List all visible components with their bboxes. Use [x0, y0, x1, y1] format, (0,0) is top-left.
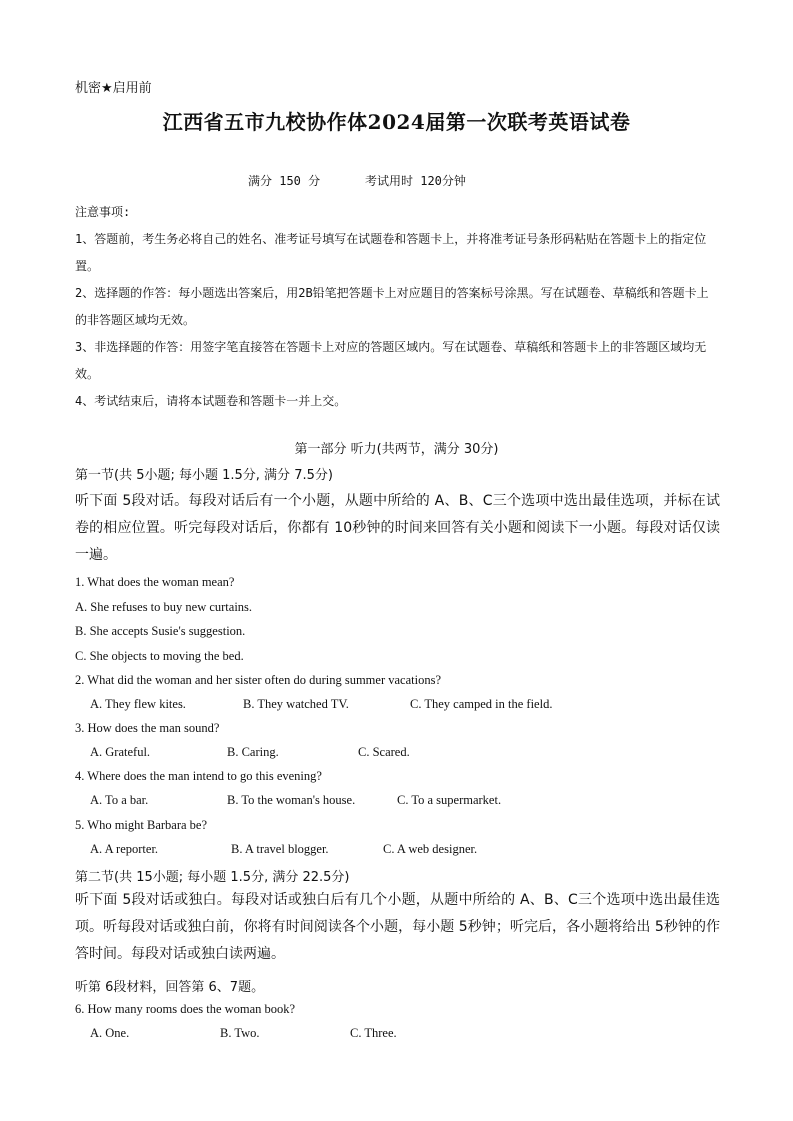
question-5-option-b: B. A travel blogger.: [231, 842, 329, 856]
question-6-option-b: B. Two.: [220, 1026, 260, 1040]
question-4-option-c: C. To a supermarket.: [397, 793, 502, 807]
exam-notes: [75, 199, 720, 415]
material-six-note: 听第 6段材料，回答第 6、7题。: [75, 980, 265, 995]
exam-title: 江西省五市九校协作体2024届第一次联考英语试卷: [162, 110, 631, 134]
question-4-option-a: A. To a bar.: [90, 793, 149, 807]
section-two-heading: 第二节(共 15小题; 每小题 1.5分, 满分 22.5分): [75, 870, 350, 885]
question-5: 5. Who might Barbara be?: [75, 818, 208, 832]
notes-heading: 注意事项:: [75, 205, 131, 219]
question-2: 2. What did the woman and her sister often do during summer vacations?: [75, 673, 441, 687]
section-one-instructions: 听下面 5段对话。每段对话后有一个小题，从题中所给的 A、B、C三个选项中选出最佳选项，并标在试卷的相应位置。听完每段对话后，你都有 10秒钟的时间来回答有关小题和阅读下一小题。每段对话仅读一遍。: [75, 493, 720, 563]
question-6-option-a: A. One.: [90, 1026, 130, 1040]
question-1-option-a: A. She refuses to buy new curtains.: [75, 600, 253, 614]
question-1-option-c: C. She objects to moving the bed.: [75, 649, 244, 663]
question-3-option-a: A. Grateful.: [90, 745, 151, 759]
question-2-option-c: C. They camped in the field.: [410, 697, 553, 711]
section-two-instructions: 听下面 5段对话或独白。每段对话或独白后有几个小题，从题中所给的 A、B、C三个选项中选出最佳选项。听每段对话或独白前，你将有时间阅读各个小题，每小题 5秒钟；听完后，各小题将给出 5秒钟的作答时间。每段对话或独白读两遍。: [75, 892, 720, 962]
question-5-option-a: A. A reporter.: [90, 842, 159, 856]
note-item: 2、选择题的作答：每小题选出答案后，用2B铅笔把答题卡上对应题目的答案标号涂黑。写在试题卷、草稿纸和答题卡上的非答题区域均无效。: [75, 286, 709, 327]
note-item: 3、非选择题的作答：用签字笔直接答在答题卡上对应的答题区域内。写在试题卷、草稿纸和答题卡上的非答题区域均无效。: [75, 340, 707, 381]
question-2-option-a: A. They flew kites.: [90, 697, 186, 711]
question-6-option-c: C. Three.: [350, 1026, 397, 1040]
exam-duration: 考试用时 120分钟: [365, 174, 466, 188]
question-6: 6. How many rooms does the woman book?: [75, 1002, 296, 1016]
question-3-option-c: C. Scared.: [358, 745, 410, 759]
question-1-option-b: B. She accepts Susie's suggestion.: [75, 624, 246, 638]
note-item: 1、答题前，考生务必将自己的姓名、准考证号填写在试题卷和答题卡上，并将准考证号条形码粘贴在答题卡上的指定位置。: [75, 232, 707, 273]
question-4-option-b: B. To the woman's house.: [227, 793, 356, 807]
full-score: 满分 150 分: [248, 174, 321, 188]
confidential-label: 机密★启用前: [75, 81, 152, 96]
question-1: 1. What does the woman mean?: [75, 575, 235, 589]
question-3-option-b: B. Caring.: [227, 745, 279, 759]
section-one-heading: 第一节(共 5小题; 每小题 1.5分, 满分 7.5分): [75, 468, 333, 483]
question-3: 3. How does the man sound?: [75, 721, 220, 735]
question-5-option-c: C. A web designer.: [383, 842, 478, 856]
question-2-option-b: B. They watched TV.: [243, 697, 349, 711]
question-4: 4. Where does the man intend to go this evening?: [75, 769, 322, 783]
part-one-title: 第一部分 听力(共两节，满分 30分): [294, 442, 499, 457]
note-item: 4、考试结束后，请将本试题卷和答题卡一并上交。: [75, 394, 347, 408]
